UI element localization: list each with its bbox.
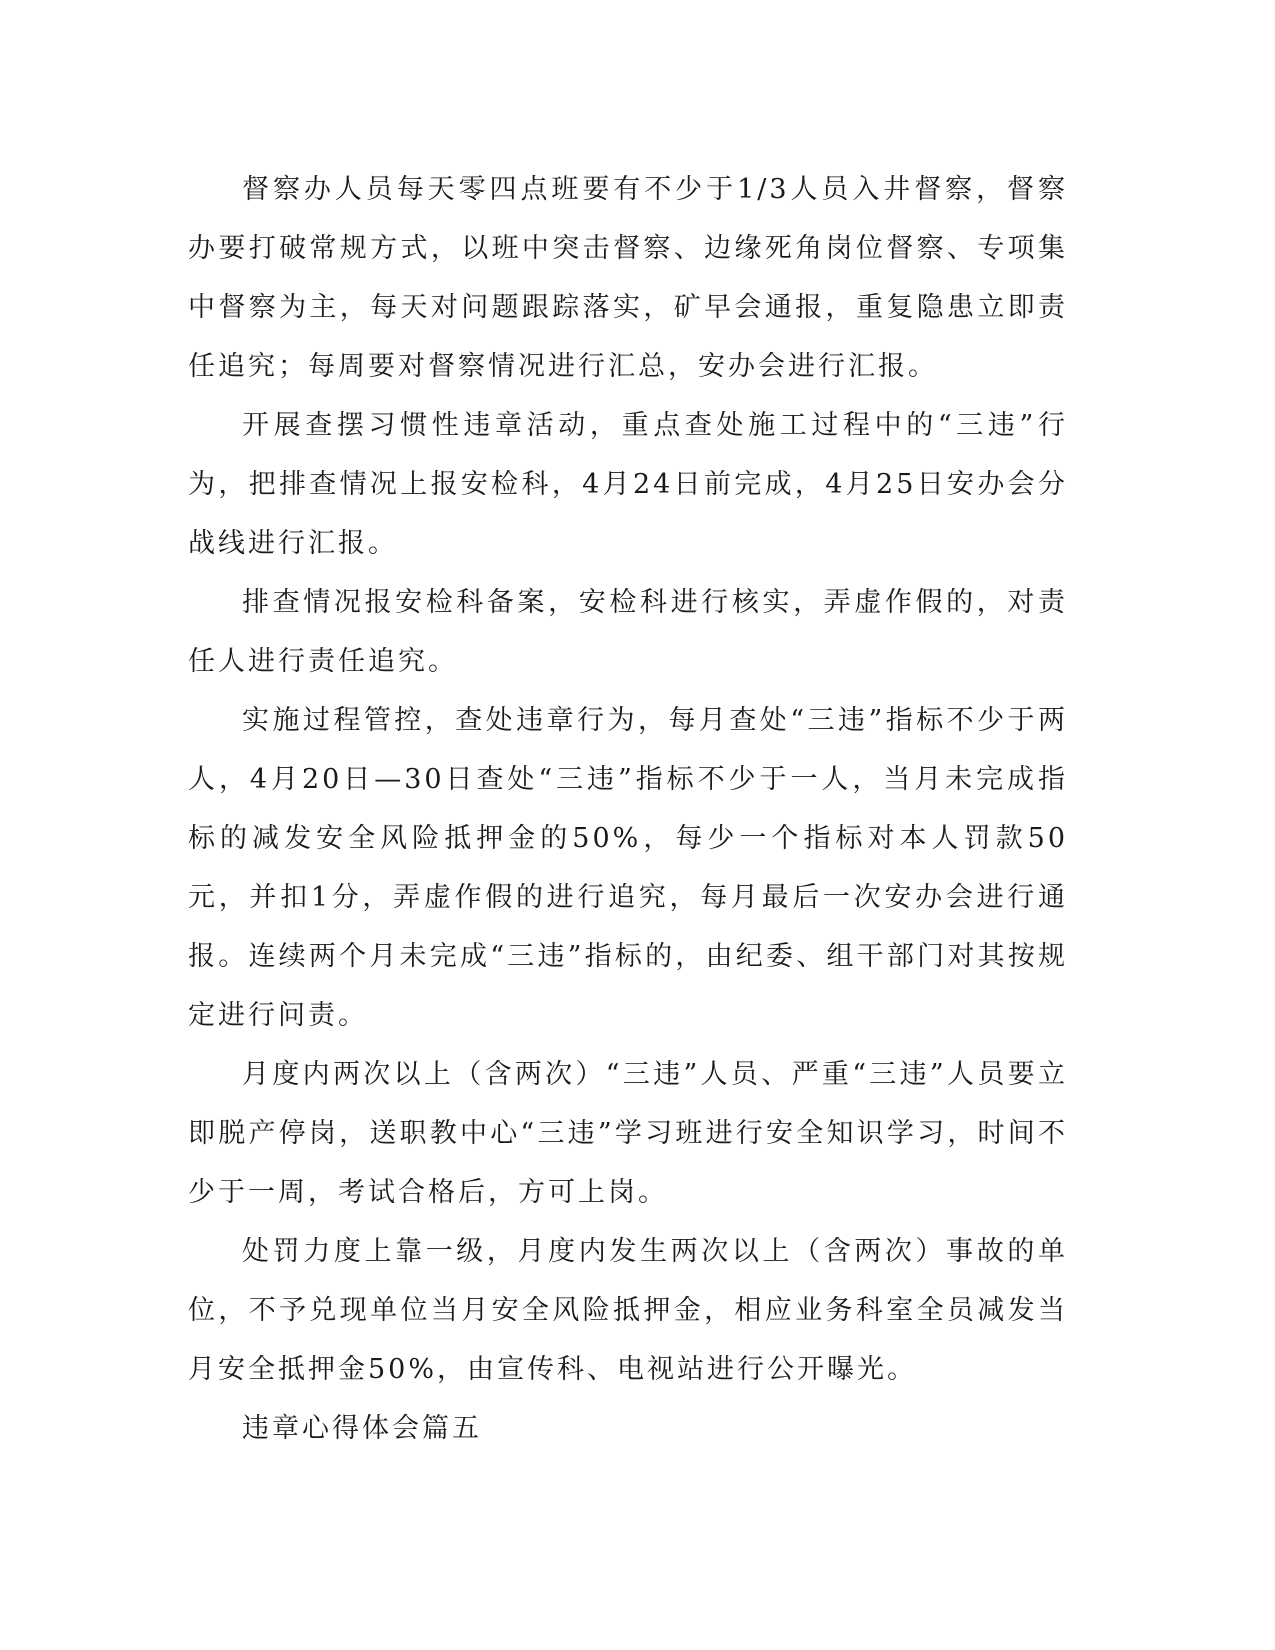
paragraph-habitual-violation-campaign: 开展查摆习惯性违章活动，重点查处施工过程中的“三违”行为，把排查情况上报安检科，4月24日前完成，4月25日安办会分战线进行汇报。	[188, 410, 1068, 559]
paragraph-process-control: 实施过程管控，查处违章行为，每月查处“三违”指标不少于两人，4月20日—30日查处“三违”指标不少于一人，当月未完成指标的减发安全风险抵押金的50%，每少一个指标对本人罚款50元，并扣1分，弄虚作假的进行追究，每月最后一次安办会进行通报。连续两个月未完成“三违”指标的，由纪委、组干部门对其按规定进行问责。	[188, 705, 1068, 1031]
paragraph-record-filing: 排查情况报安检科备案，安检科进行核实，弄虚作假的，对责任人进行责任追究。	[188, 587, 1068, 677]
document-body	[188, 160, 1068, 1458]
paragraph-repeat-offenders: 月度内两次以上（含两次）“三违”人员、严重“三违”人员要立即脱产停岗，送职教中心“三违”学习班进行安全知识学习，时间不少于一周，考试合格后，方可上岗。	[188, 1059, 1068, 1208]
paragraph-inspection-office: 督察办人员每天零四点班要有不少于1/3人员入井督察，督察办要打破常规方式，以班中突击督察、边缘死角岗位督察、专项集中督察为主，每天对问题跟踪落实，矿早会通报，重复隐患立即责任追究；每周要对督察情况进行汇总，安办会进行汇报。	[188, 174, 1068, 382]
section-heading: 违章心得体会篇五	[242, 1413, 482, 1444]
paragraph-penalty-escalation: 处罚力度上靠一级，月度内发生两次以上（含两次）事故的单位，不予兑现单位当月安全风险抵押金，相应业务科室全员减发当月安全抵押金50%，由宣传科、电视站进行公开曝光。	[188, 1236, 1068, 1385]
